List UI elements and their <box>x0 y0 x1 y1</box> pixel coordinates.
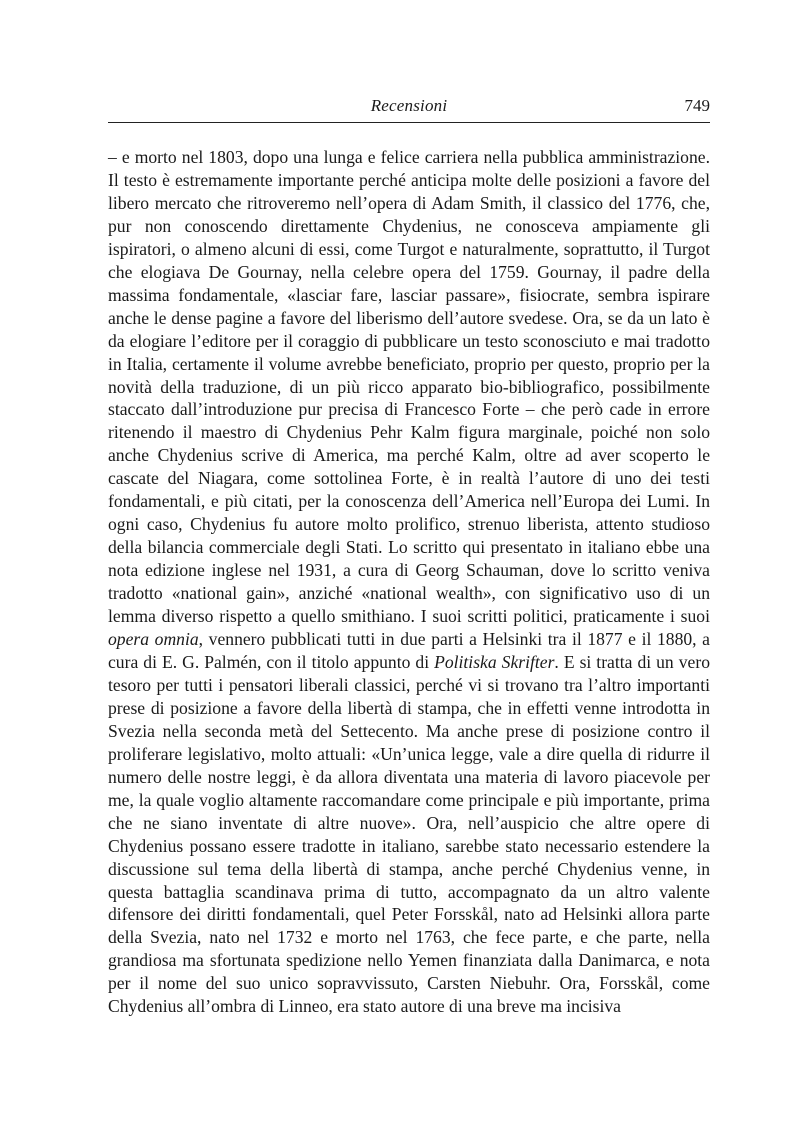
body-text <box>108 146 710 1018</box>
running-title: Recensioni <box>370 96 448 115</box>
paragraph <box>108 146 710 1018</box>
running-header <box>108 96 710 123</box>
text-segment: . E si tratta di un vero tesoro per tutti i pensatori liberali classici, perché vi si trovano tra l’altro importanti prese di posizione a favore della libertà di stampa, che in effetti venne introdotta in Svezia nella seconda metà del Settecento. Ma anche prese di posizione contro il proliferare legislativo, molto attuali: «Un’unica legge, vale a dire quella di ridurre il numero delle nostre leggi, è da allora diventata una materia di lavoro piacevole per me, la quale voglio altamente raccomandare come principale e più importante, prima che ne siano inventate di altre nuove». Ora, nell’auspicio che altre opere di Chydenius possano essere tradotte in italiano, sarebbe stato necessario estendere la discussione sul tema della libertà di stampa, anche perché Chydenius venne, in questa battaglia scandinava prima di tutto, accompagnato da un altro valente difensore dei diritti fondamentali, quel Peter Forsskål, nato ad Helsinki allora parte della Svezia, nato nel 1732 e morto nel 1763, che fece parte, e che parte, nella grandiosa ma sfortunata spedizione nello Yemen finanziata dalla Danimarca, e nota per il nome del suo unico sopravvissuto, Carsten Niebuhr. Ora, Forsskål, come Chydenius all’ombra di Linneo, era stato autore di una breve ma incisiva <box>108 651 710 1017</box>
italic-term: opera omnia <box>108 629 199 650</box>
italic-title: Politiska Skrifter <box>434 651 555 672</box>
text-segment: – e morto nel 1803, dopo una lunga e felice carriera nella pubblica amministrazione. Il testo è estremamente importante perché anticipa molte delle posizioni a favore del libero mercato che ritroveremo nell’opera di Adam Smith, il classico del 1776, che, pur non conoscendo direttamente Chydenius, ne conosceva ampiamente gli ispiratori, o almeno alcuni di essi, come Turgot e naturalmente, soprattutto, il Turgot che elogiava De Gournay, nella celebre opera del 1759. Gournay, il padre della massima fondamentale, «lasciar fare, lasciar passare», fisiocrate, sembra ispirare anche le dense pagine a favore del liberismo dell’autore svedese. Ora, se da un lato è da elogiare l’editore per il coraggio di pubblicare un testo sconosciuto e mai tradotto in Italia, certamente il volume avrebbe beneficiato, proprio per questo, proprio per la novità della traduzione, di un più ricco apparato bio-bibliografico, possibilmente staccato dall’introduzione pur precisa di Francesco Forte – che però cade in errore ritenendo il maestro di Chydenius Pehr Kalm figura marginale, poiché non solo anche Chydenius scrive di America, ma perché Kalm, oltre ad aver scoperto le cascate del Niagara, come sottolinea Forte, è in realtà l’autore di uno dei testi fondamentali, e più citati, per la conoscenza dell’America nell’Europa dei Lumi. In ogni caso, Chydenius fu autore molto prolifico, strenuo liberista, attento studioso della bilancia commerciale degli Stati. Lo scritto qui presentato in italiano ebbe una nota edizione inglese nel 1931, a cura di Georg Schauman, dove lo scritto veniva tradotto «national gain», anziché «national wealth», con significativo uso di un lemma diverso rispetto a quello smithiano. I suoi scritti politici, praticamente i suoi <box>108 147 710 627</box>
text-segment: , vennero pubblicati tutti in due parti a Helsinki tra il 1877 e il 1880, a cura di E. G. Palmén, con il titolo appunto di <box>108 629 710 672</box>
page-number: 749 <box>684 96 710 115</box>
